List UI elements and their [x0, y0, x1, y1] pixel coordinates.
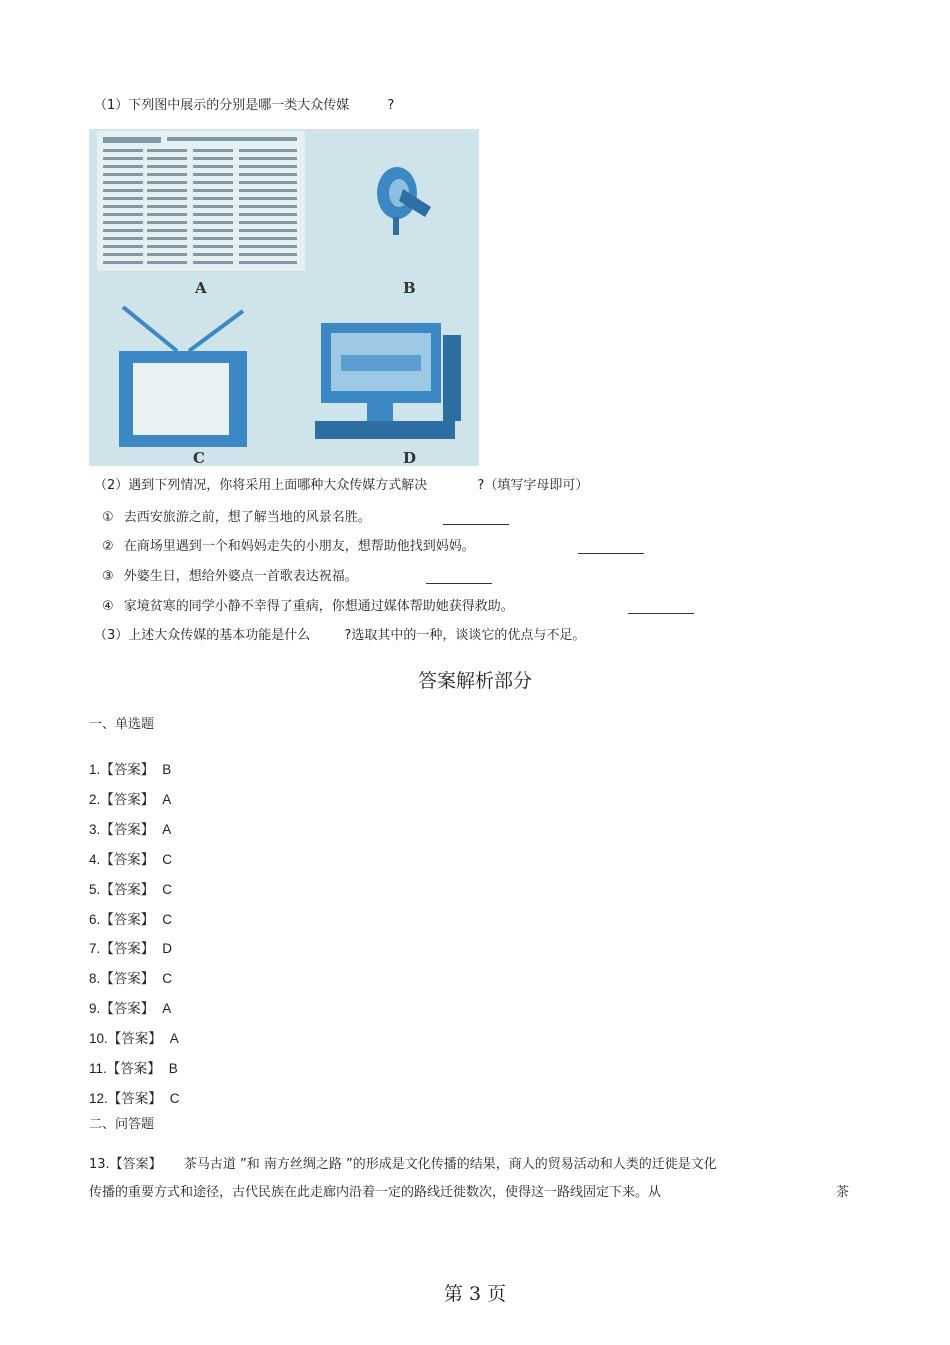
answer-number: 12.: [89, 1091, 108, 1106]
list-item: [102, 510, 371, 526]
answer-blank-4[interactable]: [628, 601, 694, 614]
figure-label-a: A: [195, 279, 207, 297]
list-item: [102, 539, 475, 555]
item-text: 在商场里遇到一个和妈妈走失的小朋友，想帮助他找到妈妈。: [123, 539, 475, 554]
answer-13-line-2: 传播的重要方式和途径，古代民族在此走廊内沿着一定的路线迁徙数次，使得这一路线固定下来。从: [89, 1185, 662, 1200]
answer-row: [89, 758, 171, 778]
answer-tag: 【答案】: [100, 941, 155, 957]
answer-number: 2.: [89, 792, 101, 807]
loudspeaker-icon: [369, 159, 439, 249]
item-text: 去西安旅游之前，想了解当地的风景名胜。: [123, 510, 371, 525]
list-item: [102, 569, 358, 585]
answer-row: [89, 997, 171, 1017]
answer-row: [89, 788, 171, 808]
figure-label-d: D: [403, 449, 417, 466]
answer-tag: 【答案】: [106, 1061, 161, 1077]
answer-row: [89, 878, 172, 898]
question-1-mark: ?: [387, 98, 395, 113]
answer-tag: 【答案】: [107, 1091, 162, 1107]
part-1-heading: 一、单选题: [89, 717, 155, 732]
answer-row: [89, 1057, 178, 1077]
answer-value: C: [162, 971, 173, 986]
answer-value: C: [162, 912, 173, 927]
answer-number: 10.: [89, 1031, 108, 1046]
answer-number: 8.: [89, 971, 101, 986]
answer-number: 6.: [89, 912, 101, 927]
question-2: [94, 478, 588, 494]
answer-tag: 【答案】: [100, 1001, 155, 1017]
question-2-mark: ?（填写字母即可）: [477, 478, 589, 493]
answer-row: [89, 1027, 179, 1047]
question-3-text: （3）上述大众传媒的基本功能是什么: [94, 628, 311, 643]
answer-tag: 【答案】: [100, 912, 155, 928]
answer-row: [89, 937, 172, 957]
television-icon: [115, 301, 255, 449]
answer-13-line-1: [89, 1157, 717, 1173]
answer-13-line-2-tail: 茶: [836, 1185, 850, 1200]
answer-value: C: [162, 852, 173, 867]
answer-row: [89, 908, 172, 928]
answer-tag: 【答案】: [100, 882, 155, 898]
part-2-heading: 二、问答题: [89, 1117, 155, 1132]
answer-blank-1[interactable]: [443, 512, 509, 525]
answer-row: [89, 967, 172, 987]
answer-value: A: [169, 1031, 179, 1046]
question-1: [94, 98, 394, 114]
answer-tag: 【答案】: [100, 762, 155, 778]
answer-row: [89, 1087, 180, 1107]
answer-tag: 【答案】: [100, 852, 155, 868]
item-marker: ④: [102, 599, 114, 614]
page-number: 第 3 页: [443, 1283, 507, 1305]
item-text: 外婆生日，想给外婆点一首歌表达祝福。: [123, 569, 358, 584]
answer-tag: 【答案】: [107, 1031, 162, 1047]
computer-icon: [307, 315, 467, 445]
item-text: 家境贫寒的同学小静不幸得了重病，你想通过媒体帮助她获得救助。: [123, 599, 514, 614]
item-marker: ②: [102, 539, 114, 554]
answer-13-number: 13.【答案】: [89, 1157, 162, 1172]
question-3-tail: ?选取其中的一种，谈谈它的优点与不足。: [344, 628, 586, 643]
answer-tag: 【答案】: [100, 822, 155, 838]
question-1-text: （1）下列图中展示的分别是哪一类大众传媒: [94, 98, 350, 113]
question-2-text: （2）遇到下列情况，你将采用上面哪种大众传媒方式解决: [94, 478, 428, 493]
answer-value: B: [162, 762, 172, 777]
item-marker: ③: [102, 569, 114, 584]
answer-value: A: [162, 792, 172, 807]
answer-blank-2[interactable]: [578, 541, 644, 554]
answer-tag: 【答案】: [100, 971, 155, 987]
figure-label-b: B: [403, 279, 416, 297]
list-item: [102, 599, 514, 615]
answer-value: B: [168, 1061, 178, 1076]
answer-row: [89, 848, 172, 868]
answer-value: C: [169, 1091, 180, 1106]
answer-number: 7.: [89, 941, 101, 956]
question-3: [94, 628, 585, 644]
item-marker: ①: [102, 510, 114, 525]
answer-tag: 【答案】: [100, 792, 155, 808]
answer-number: 9.: [89, 1001, 101, 1016]
answer-value: A: [162, 1001, 172, 1016]
answer-number: 1.: [89, 762, 101, 777]
answer-row: [89, 818, 171, 838]
answer-number: 3.: [89, 822, 101, 837]
figure-label-c: C: [193, 449, 205, 466]
answer-number: 11.: [89, 1061, 107, 1076]
answer-value: D: [162, 941, 173, 956]
media-figure: [89, 129, 479, 466]
answer-number: 5.: [89, 882, 101, 897]
answer-13-text: 茶马古道 ”和 南方丝绸之路 ”的形成是文化传播的结果，商人的贸易活动和人类的迁徙是文化: [183, 1157, 717, 1172]
answer-blank-3[interactable]: [426, 571, 492, 584]
newspaper-icon: [97, 131, 305, 271]
answer-section-title: 答案解析部分: [417, 670, 532, 692]
answer-number: 4.: [89, 852, 101, 867]
answer-value: C: [162, 882, 173, 897]
answer-value: A: [162, 822, 172, 837]
